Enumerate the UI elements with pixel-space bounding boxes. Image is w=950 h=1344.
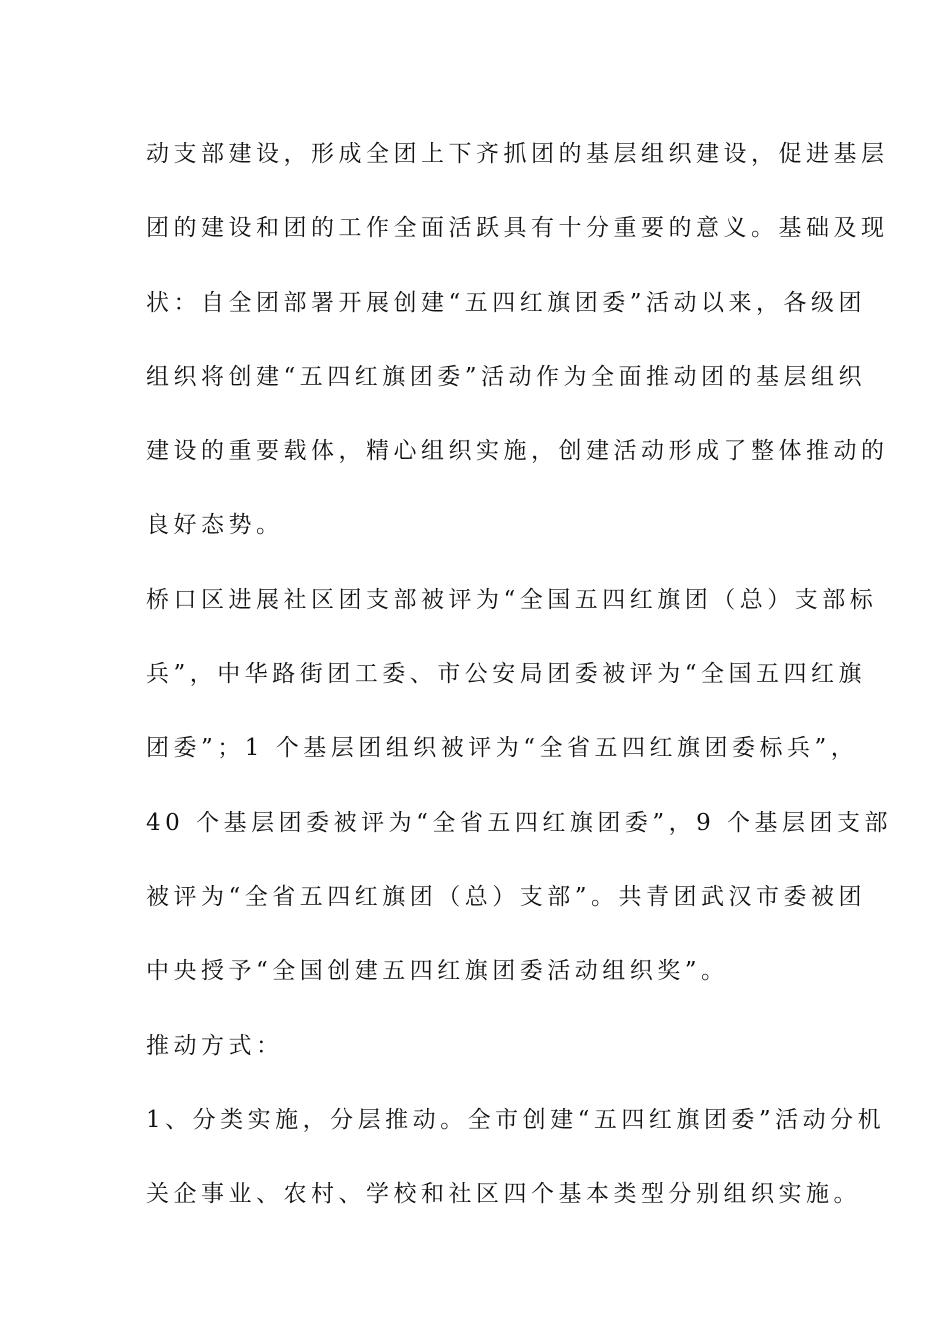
text-line-12: 中央授予“全国创建五四红旗团委活动组织奖”。 (146, 958, 729, 985)
text-line-14: 1、分类实施，分层推动。全市创建“五四红旗团委”活动分机 (146, 1106, 886, 1133)
text-line-7: 桥口区进展社区团支部被评为“全国五四红旗团（总）支部标 (146, 586, 878, 613)
text-line-4: 组织将创建“五四红旗团委”活动作为全面推动团的基层组织 (146, 363, 867, 390)
text-line-8: 兵”，中华路街团工委、市公安局团委被评为“全国五四红旗 (146, 661, 867, 688)
body-text (146, 128, 893, 1242)
text-line-15: 关企事业、农村、学校和社区四个基本类型分别组织实施。 (146, 1181, 861, 1208)
text-line-13: 推动方式： (146, 1032, 284, 1059)
text-line-11: 被评为“全省五四红旗团（总）支部”。共青团武汉市委被团 (146, 883, 867, 910)
text-line-9: 团委”；1 个基层团组织被评为“全省五四红旗团委标兵”， (146, 735, 859, 762)
text-line-1: 动支部建设，形成全团上下齐抓团的基层组织建设，促进基层 (146, 141, 889, 167)
text-line-2: 团的建设和团的工作全面活跃具有十分重要的意义。基础及现 (146, 215, 889, 242)
text-line-5: 建设的重要载体，精心组织实施，创建活动形成了整体推动的 (146, 438, 889, 465)
text-line-10: 40 个基层团委被评为“全省五四红旗团委”，9 个基层团支部 (146, 809, 893, 836)
text-line-6: 良好态势。 (146, 512, 284, 539)
text-line-3: 状：自全团部署开展创建“五四红旗团委”活动以来，各级团 (146, 289, 867, 316)
